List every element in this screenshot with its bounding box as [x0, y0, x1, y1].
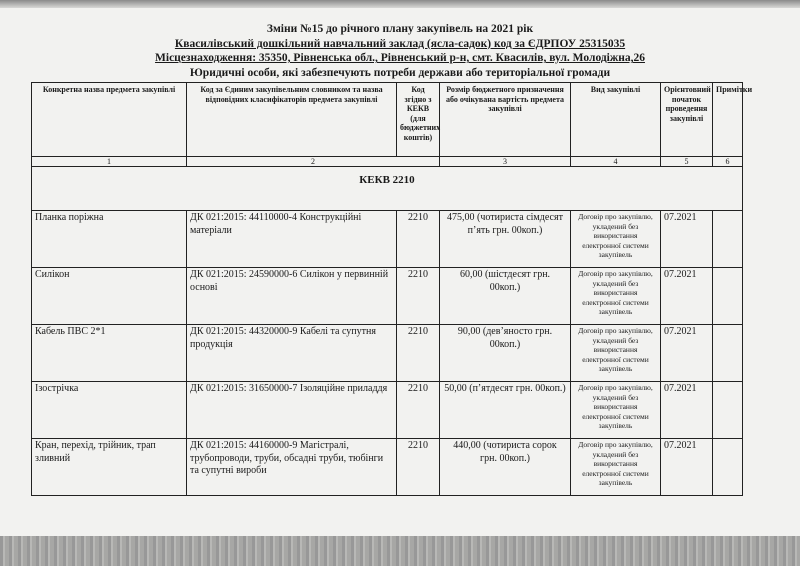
table-header-row [32, 83, 743, 157]
col-number: 6 [713, 157, 743, 167]
cell-kekv: 2210 [397, 439, 440, 496]
header-amount: Розмір бюджетного призначення або очікувана вартість предмета закупівлі [440, 83, 571, 157]
header-kekv: Код згідно з КЕКВ (для бюджетних коштів) [397, 83, 440, 157]
table-row [32, 211, 743, 268]
cell-date: 07.2021 [661, 211, 713, 268]
cell-kekv: 2210 [397, 211, 440, 268]
header-address: Місцезнаходження: 35350, Рівненська обл., Рівненський р-н, смт. Квасилів, вул. Молодіжна,26 [155, 52, 645, 64]
cell-kekv: 2210 [397, 325, 440, 382]
col-number: 1 [32, 157, 187, 167]
cell-name: Кран, перехід, трійник, трап зливний [32, 439, 187, 496]
cell-amount: 60,00 (шістдесят грн. 00коп.) [440, 268, 571, 325]
table-row [32, 439, 743, 496]
cell-name: Планка поріжна [32, 211, 187, 268]
header-institution: Квасилівський дошкільний навчальний заклад (ясла-садок) код за ЄДРПОУ 25315035 [174, 37, 626, 50]
cell-code: ДК 021:2015: 44320000-9 Кабелі та супутня продукція [187, 325, 397, 382]
cell-code: ДК 021:2015: 44160000-9 Магістралі, трубопроводи, труби, обсадні труби, тюбінги та супутні вироби [187, 439, 397, 496]
cell-code: ДК 021:2015: 31650000-7 Ізоляційне приладдя [187, 382, 397, 439]
cell-amount: 50,00 (п’ятдесят грн. 00коп.) [440, 382, 571, 439]
section-row [32, 167, 743, 211]
cell-amount: 475,00 (чотириста сімдесят п’ять грн. 00коп.) [440, 211, 571, 268]
scan-edge-bottom [0, 536, 800, 566]
header-name: Конкретна назва предмета закупівлі [32, 83, 187, 157]
col-number: 3 [440, 157, 571, 167]
header-code: Код за Єдиним закупівельним словником та назва відповідних класифікаторів предмета закупівлі [187, 83, 397, 157]
cell-type: Договір про закупівлю, укладений без використання електронної системи закупівель [571, 382, 661, 439]
cell-notes [713, 325, 743, 382]
col-number: 4 [571, 157, 661, 167]
cell-name: Кабель ПВС 2*1 [32, 325, 187, 382]
cell-notes [713, 268, 743, 325]
cell-code: ДК 021:2015: 44110000-4 Конструкційні матеріали [187, 211, 397, 268]
column-numbers-row [32, 157, 743, 167]
cell-notes [713, 211, 743, 268]
cell-date: 07.2021 [661, 268, 713, 325]
cell-type: Договір про закупівлю, укладений без використання електронної системи закупівель [571, 439, 661, 496]
header-date: Орієнтовний початок проведення закупівлі [661, 83, 713, 157]
table-row [32, 382, 743, 439]
cell-type: Договір про закупівлю, укладений без використання електронної системи закупівель [571, 325, 661, 382]
cell-kekv: 2210 [397, 382, 440, 439]
cell-type: Договір про закупівлю, укладений без використання електронної системи закупівель [571, 268, 661, 325]
cell-name: Силікон [32, 268, 187, 325]
header-subtitle: Юридичні особи, які забезпечують потреби держави або територіальної громади [189, 66, 611, 79]
cell-amount: 440,00 (чотириста сорок грн. 00коп.) [440, 439, 571, 496]
table-row [32, 268, 743, 325]
col-number: 2 [187, 157, 440, 167]
document-header [0, 22, 800, 80]
section-title: КЕКВ 2210 [32, 167, 743, 211]
cell-date: 07.2021 [661, 325, 713, 382]
cell-date: 07.2021 [661, 439, 713, 496]
col-number: 5 [661, 157, 713, 167]
header-notes: Примітки [713, 83, 743, 157]
header-title: Зміни №15 до річного плану закупівель на 2021 рік [266, 23, 534, 35]
cell-amount: 90,00 (дев’яносто грн. 00коп.) [440, 325, 571, 382]
cell-kekv: 2210 [397, 268, 440, 325]
cell-notes [713, 382, 743, 439]
cell-type: Договір про закупівлю, укладений без використання електронної системи закупівель [571, 211, 661, 268]
header-type: Вид закупівлі [571, 83, 661, 157]
cell-name: Ізострічка [32, 382, 187, 439]
cell-date: 07.2021 [661, 382, 713, 439]
table-row [32, 325, 743, 382]
cell-notes [713, 439, 743, 496]
cell-code: ДК 021:2015: 24590000-6 Силікон у первинній основі [187, 268, 397, 325]
procurement-table [31, 82, 753, 496]
